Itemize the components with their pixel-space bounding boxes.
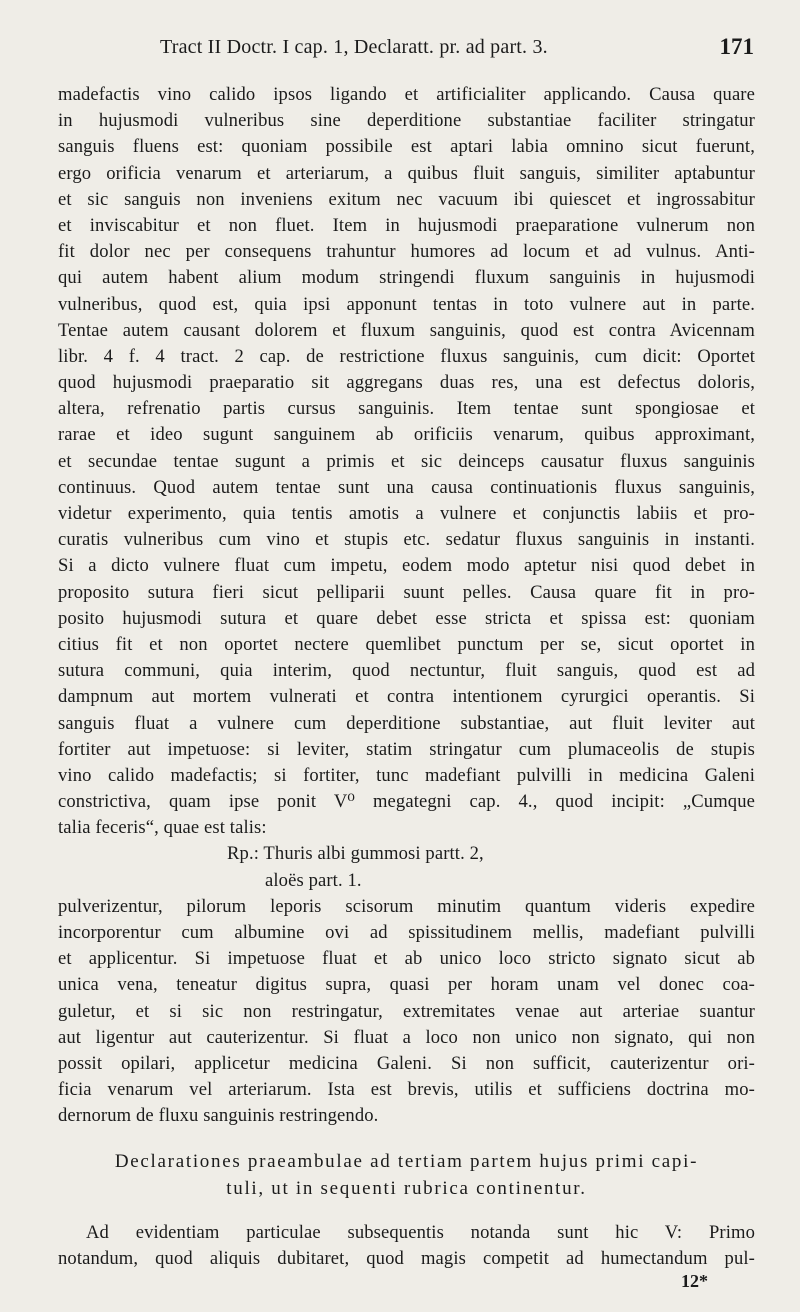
section-heading — [58, 1148, 755, 1202]
text-line: madefactis vino calido ipsos ligando et artificialiter applicando. Causa quare — [58, 84, 755, 105]
text-line: libr. 4 f. 4 tract. 2 cap. de restrictione fluxus sanguinis, cum dicit: Oportet — [58, 345, 755, 367]
text-line: qui autem habent alium modum stringendi fluxum sanguinis in hujusmodi — [58, 267, 755, 289]
text-line: ergo orificia venarum et arteriarum, a quibus fluit sanguis, similiter aptabuntur — [58, 162, 755, 184]
text-line: dernorum de fluxu sanguinis restringendo. — [58, 1105, 379, 1127]
recipe-line: Rp.: Thuris albi gummosi partt. 2, — [227, 843, 484, 865]
body-text — [58, 82, 755, 1272]
text-line: vino calido madefactis; si fortiter, tunc madefiant pulvilli in medicina Galeni — [58, 764, 755, 786]
running-head: Tract II Doctr. I cap. 1, Declaratt. pr. ad part. 3. — [160, 36, 548, 58]
text-line: videtur experimento, quia tentis amotis a vulnere et conjunctis labiis et pro- — [58, 503, 755, 524]
text-line: curatis vulneribus cum vino et stupis etc. sedatur fluxus sanguinis in instanti. — [58, 529, 755, 551]
text-line: unica vena, teneatur digitus supra, quasi per horam unam vel donec coa- — [58, 974, 755, 996]
text-line: ficia venarum vel arteriarum. Ista est brevis, utilis et sufficiens doctrina mo- — [58, 1079, 755, 1101]
section-heading-line: Declarationes praeambulae ad tertiam partem hujus primi capi- — [114, 1150, 699, 1172]
page-number: 171 — [719, 34, 754, 59]
text-line: citius fit et non oportet nectere quemlibet punctum per se, sicut oportet in — [58, 633, 755, 655]
text-line: quod hujusmodi praeparatio sit aggregans duas res, una est defectus doloris, — [58, 372, 755, 394]
text-line: continuus. Quod autem tentae sunt una causa continuationis fluxus sanguinis, — [58, 476, 755, 498]
text-line: in hujusmodi vulneribus sine deperditione substantiae faciliter stringatur — [58, 110, 755, 132]
section-spacer — [58, 1130, 755, 1148]
signature-mark: 12* — [681, 1271, 708, 1291]
text-line: aut ligentur aut cauterizentur. Si fluat a loco non unico non signato, qui non — [58, 1026, 755, 1048]
text-line: vulneribus, quod est, quia ipsi apponunt tentas in toto vulnere aut in parte. — [58, 293, 755, 315]
section-heading-line: tuli, ut in sequenti rubrica continentur. — [226, 1177, 587, 1199]
text-line: et sic sanguis non inveniens exitum nec vacuum ibi quiescet et ingrossabitur — [58, 188, 755, 210]
text-line: sanguis fluens est: quoniam possibile est aptari labia omnino sicut fuerunt, — [58, 136, 755, 158]
text-line: dampnum aut mortem vulnerati et contra intentionem cyrurgici operantis. Si — [58, 686, 755, 708]
text-line: et secundae tentae sugunt a primis et sic deinceps causatur fluxus sanguinis — [58, 450, 755, 472]
text-line: constrictiva, quam ipse ponit V⁰ megategni cap. 4., quod incipit: „Cumque — [58, 791, 755, 813]
text-line: Tentae autem causant dolorem et fluxum sanguinis, quod est contra Avicennam — [58, 319, 755, 341]
text-line: fortiter aut impetuose: si leviter, statim stringatur cum plumaceolis de stupis — [58, 738, 755, 760]
recipe-line: aloës part. 1. — [265, 869, 362, 891]
text-line: talia feceris“, quae est talis: — [58, 817, 267, 839]
text-line: et applicentur. Si impetuose fluat et ab unico loco stricto signato sicut ab — [58, 948, 755, 970]
page-header — [62, 36, 754, 70]
text-line: possit opilari, applicetur medicina Galeni. Si non sufficit, cauterizentur ori- — [58, 1052, 755, 1074]
text-line: et inviscabitur et non fluet. Item in hujusmodi praeparatione vulnerum non — [58, 214, 755, 236]
text-line: Ad evidentiam particulae subsequentis notanda sunt hic V: Primo — [86, 1221, 755, 1243]
text-line: fit dolor nec per consequens trahuntur humores ad locum et ad vulnus. Anti- — [58, 241, 755, 263]
text-line: notandum, quod aliquis dubitaret, quod magis competit ad humectandum pul- — [58, 1247, 755, 1269]
text-line: sanguis fluat a vulnere cum deperditione substantiae, aut fluit leviter aut — [58, 712, 755, 734]
text-line: Si a dicto vulnere fluat cum impetu, eodem modo aptetur nisi quod debet in — [58, 555, 755, 577]
text-line: altera, refrenatio partis cursus sanguinis. Item tentae sunt spongiosae et — [58, 398, 755, 420]
section-spacer — [58, 1202, 755, 1220]
text-line: pulverizentur, pilorum leporis scisorum minutim quantum videris expedire — [58, 895, 755, 917]
text-line: incorporentur cum albumine ovi ad spissitudinem mellis, madefiant pulvilli — [58, 922, 755, 943]
text-line: proposito sutura fieri sicut pelliparii suunt pelles. Causa quare fit in pro- — [58, 581, 755, 603]
text-line: posito hujusmodi sutura et quare debet esse stricta et spissa est: quoniam — [58, 607, 755, 629]
text-line: rarae et ideo sugunt sanguinem ab orificiis venarum, quibus approximant, — [58, 424, 755, 446]
text-line: guletur, et si sic non restringatur, extremitates venae aut arteriae suantur — [58, 1000, 755, 1022]
text-line: sutura communi, quia interim, quod nectuntur, fluit sanguis, quod est ad — [58, 660, 755, 682]
